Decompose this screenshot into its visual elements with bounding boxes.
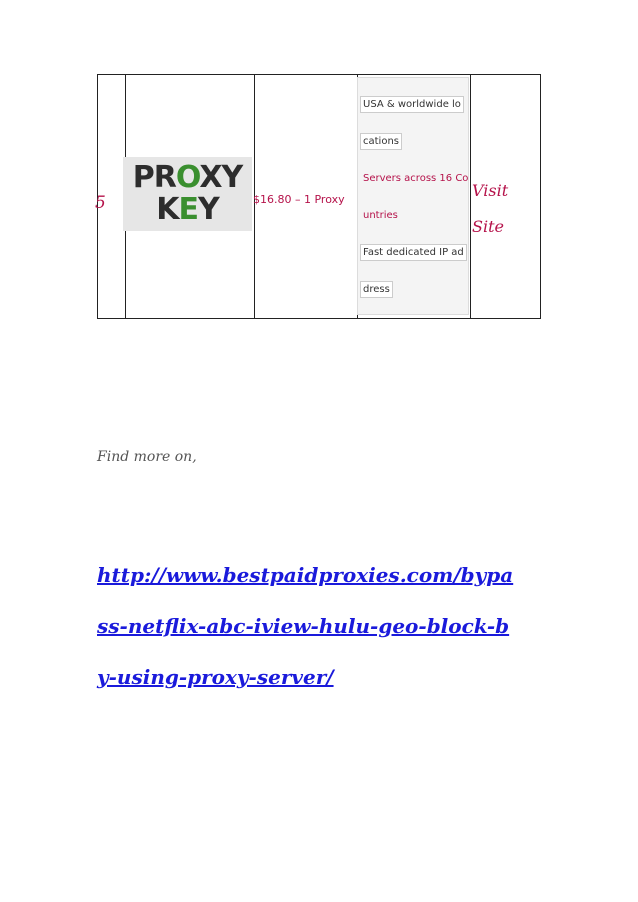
features-box [357,77,469,315]
column-divider [470,75,471,318]
feature-line: Fast dedicated IP ad [360,244,467,261]
proxykey-logo: PROXY KEY [123,157,252,231]
find-more-text: Find more on, [97,449,197,465]
source-url-link[interactable]: http://www.bestpaidproxies.com/bypa ss-netflix-abc-iview-hulu-geo-block-b y-using-proxy-server/ [97,563,514,689]
price-text: $16.80 – 1 Proxy [253,193,345,206]
feature-line: USA & worldwide lo [360,96,464,113]
feature-line: Servers across 16 Co [363,173,469,184]
rank-number: 5 [95,193,106,213]
feature-line: dress [360,281,393,298]
visit-site-link[interactable]: Visit Site [472,181,509,236]
feature-line: untries [363,210,398,221]
provider-table [97,74,541,319]
feature-line: cations [360,133,402,150]
